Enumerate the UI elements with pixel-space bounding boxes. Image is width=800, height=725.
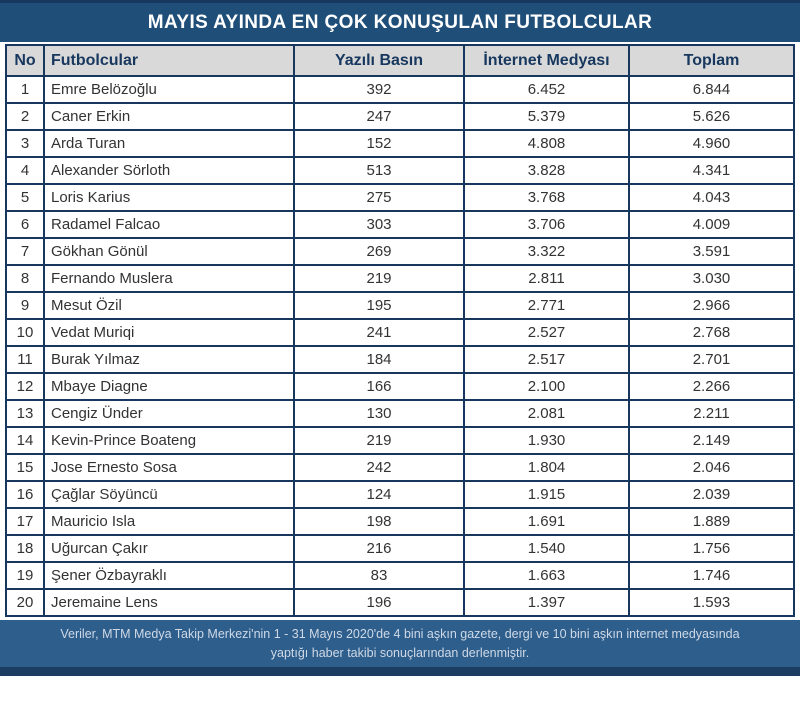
page-title: MAYIS AYINDA EN ÇOK KONUŞULAN FUTBOLCULAR — [147, 11, 653, 33]
table-cell-no: 8 — [6, 265, 44, 292]
main-table — [5, 44, 795, 617]
table-header — [6, 45, 794, 76]
table-cell-toplam: 4.043 — [629, 184, 794, 211]
table-cell-yazili-basin: 219 — [294, 265, 464, 292]
table-cell-yazili-basin: 130 — [294, 400, 464, 427]
table-row — [6, 265, 794, 292]
table-row — [6, 211, 794, 238]
table-cell-name: Burak Yılmaz — [44, 346, 294, 373]
table-row — [6, 535, 794, 562]
column-header-toplam: Toplam — [629, 45, 794, 76]
table-row — [6, 427, 794, 454]
table-cell-yazili-basin: 303 — [294, 211, 464, 238]
table-cell-name: Şener Özbayraklı — [44, 562, 294, 589]
table-cell-no: 12 — [6, 373, 44, 400]
table-row — [6, 184, 794, 211]
table-cell-no: 5 — [6, 184, 44, 211]
table-cell-no: 3 — [6, 130, 44, 157]
table-cell-toplam: 2.701 — [629, 346, 794, 373]
column-header-futbolcular: Futbolcular — [44, 45, 294, 76]
table-cell-toplam: 2.149 — [629, 427, 794, 454]
table-cell-name: Emre Belözoğlu — [44, 76, 294, 103]
table-cell-no: 15 — [6, 454, 44, 481]
table-cell-no: 13 — [6, 400, 44, 427]
table-cell-name: Arda Turan — [44, 130, 294, 157]
table-cell-internet-medyasi: 2.100 — [464, 373, 629, 400]
table-cell-no: 9 — [6, 292, 44, 319]
table-cell-internet-medyasi: 1.804 — [464, 454, 629, 481]
table-cell-name: Loris Karius — [44, 184, 294, 211]
table-cell-yazili-basin: 392 — [294, 76, 464, 103]
table-cell-no: 18 — [6, 535, 44, 562]
table-cell-no: 14 — [6, 427, 44, 454]
table-row — [6, 562, 794, 589]
table-cell-toplam: 1.593 — [629, 589, 794, 616]
table-row — [6, 130, 794, 157]
table-cell-yazili-basin: 269 — [294, 238, 464, 265]
table-cell-internet-medyasi: 4.808 — [464, 130, 629, 157]
table-row — [6, 454, 794, 481]
table-cell-toplam: 4.341 — [629, 157, 794, 184]
table-cell-yazili-basin: 216 — [294, 535, 464, 562]
table-cell-toplam: 2.768 — [629, 319, 794, 346]
table-cell-internet-medyasi: 3.768 — [464, 184, 629, 211]
table-cell-no: 6 — [6, 211, 44, 238]
table-cell-toplam: 5.626 — [629, 103, 794, 130]
table-row — [6, 319, 794, 346]
table-cell-yazili-basin: 196 — [294, 589, 464, 616]
table-cell-no: 17 — [6, 508, 44, 535]
title-bar — [0, 0, 800, 42]
table-cell-internet-medyasi: 5.379 — [464, 103, 629, 130]
table-cell-name: Alexander Sörloth — [44, 157, 294, 184]
table-cell-toplam: 4.009 — [629, 211, 794, 238]
table-cell-internet-medyasi: 3.322 — [464, 238, 629, 265]
table-cell-yazili-basin: 275 — [294, 184, 464, 211]
table-container — [0, 42, 800, 617]
table-cell-internet-medyasi: 1.663 — [464, 562, 629, 589]
table-row — [6, 238, 794, 265]
footer-note-line2: yaptığı haber takibi sonuçlarından derlenmiştir. — [270, 645, 530, 660]
table-cell-yazili-basin: 124 — [294, 481, 464, 508]
table-row — [6, 292, 794, 319]
table-row — [6, 103, 794, 130]
table-row — [6, 508, 794, 535]
footer-note-line1: Veriler, MTM Medya Takip Merkezi'nin 1 - 31 Mayıs 2020'de 4 bini aşkın gazete, dergi ve 10 bini aşkın internet medyasında — [60, 626, 740, 641]
table-row — [6, 589, 794, 616]
table-cell-internet-medyasi: 2.517 — [464, 346, 629, 373]
table-cell-no: 11 — [6, 346, 44, 373]
table-cell-internet-medyasi: 1.397 — [464, 589, 629, 616]
table-cell-no: 2 — [6, 103, 44, 130]
table-cell-yazili-basin: 247 — [294, 103, 464, 130]
table-cell-name: Mesut Özil — [44, 292, 294, 319]
table-cell-toplam: 2.211 — [629, 400, 794, 427]
table-cell-internet-medyasi: 2.081 — [464, 400, 629, 427]
table-cell-no: 7 — [6, 238, 44, 265]
table-cell-toplam: 2.046 — [629, 454, 794, 481]
table-cell-yazili-basin: 166 — [294, 373, 464, 400]
table-cell-yazili-basin: 242 — [294, 454, 464, 481]
column-header-no: No — [6, 45, 44, 76]
table-cell-no: 1 — [6, 76, 44, 103]
table-body — [6, 76, 794, 616]
table-cell-internet-medyasi: 6.452 — [464, 76, 629, 103]
table-cell-toplam: 6.844 — [629, 76, 794, 103]
table-cell-internet-medyasi: 3.706 — [464, 211, 629, 238]
table-row — [6, 400, 794, 427]
table-cell-yazili-basin: 184 — [294, 346, 464, 373]
table-cell-internet-medyasi: 2.811 — [464, 265, 629, 292]
table-cell-no: 10 — [6, 319, 44, 346]
table-cell-toplam: 3.591 — [629, 238, 794, 265]
table-cell-internet-medyasi: 1.691 — [464, 508, 629, 535]
table-cell-internet-medyasi: 1.915 — [464, 481, 629, 508]
table-cell-no: 4 — [6, 157, 44, 184]
table-row — [6, 373, 794, 400]
table-cell-name: Mauricio Isla — [44, 508, 294, 535]
table-cell-name: Gökhan Gönül — [44, 238, 294, 265]
table-cell-name: Jeremaine Lens — [44, 589, 294, 616]
table-row — [6, 481, 794, 508]
table-cell-name: Kevin-Prince Boateng — [44, 427, 294, 454]
column-header-internet-medyasi: İnternet Medyası — [464, 45, 629, 76]
table-cell-no: 19 — [6, 562, 44, 589]
table-row — [6, 157, 794, 184]
table-cell-name: Cengiz Ünder — [44, 400, 294, 427]
table-cell-toplam: 1.756 — [629, 535, 794, 562]
table-cell-toplam: 1.889 — [629, 508, 794, 535]
table-cell-toplam: 4.960 — [629, 130, 794, 157]
table-cell-name: Jose Ernesto Sosa — [44, 454, 294, 481]
table-cell-toplam: 3.030 — [629, 265, 794, 292]
table-cell-yazili-basin: 152 — [294, 130, 464, 157]
table-row — [6, 76, 794, 103]
table-cell-name: Mbaye Diagne — [44, 373, 294, 400]
table-cell-name: Vedat Muriqi — [44, 319, 294, 346]
table-cell-yazili-basin: 198 — [294, 508, 464, 535]
table-cell-yazili-basin: 195 — [294, 292, 464, 319]
footer-strip — [0, 667, 800, 676]
table-cell-toplam: 2.266 — [629, 373, 794, 400]
table-cell-toplam: 2.039 — [629, 481, 794, 508]
table-cell-name: Çağlar Söyüncü — [44, 481, 294, 508]
header-row — [6, 45, 794, 76]
footer-note — [0, 620, 800, 667]
table-cell-internet-medyasi: 1.930 — [464, 427, 629, 454]
table-cell-internet-medyasi: 2.771 — [464, 292, 629, 319]
table-cell-no: 16 — [6, 481, 44, 508]
table-cell-name: Caner Erkin — [44, 103, 294, 130]
table-cell-yazili-basin: 219 — [294, 427, 464, 454]
column-header-yazili-basin: Yazılı Basın — [294, 45, 464, 76]
table-cell-internet-medyasi: 2.527 — [464, 319, 629, 346]
table-cell-yazili-basin: 513 — [294, 157, 464, 184]
table-cell-yazili-basin: 83 — [294, 562, 464, 589]
table-cell-no: 20 — [6, 589, 44, 616]
table-cell-toplam: 2.966 — [629, 292, 794, 319]
table-cell-internet-medyasi: 3.828 — [464, 157, 629, 184]
table-cell-toplam: 1.746 — [629, 562, 794, 589]
table-cell-internet-medyasi: 1.540 — [464, 535, 629, 562]
table-cell-name: Uğurcan Çakır — [44, 535, 294, 562]
table-cell-name: Radamel Falcao — [44, 211, 294, 238]
table-cell-yazili-basin: 241 — [294, 319, 464, 346]
table-cell-name: Fernando Muslera — [44, 265, 294, 292]
table-row — [6, 346, 794, 373]
